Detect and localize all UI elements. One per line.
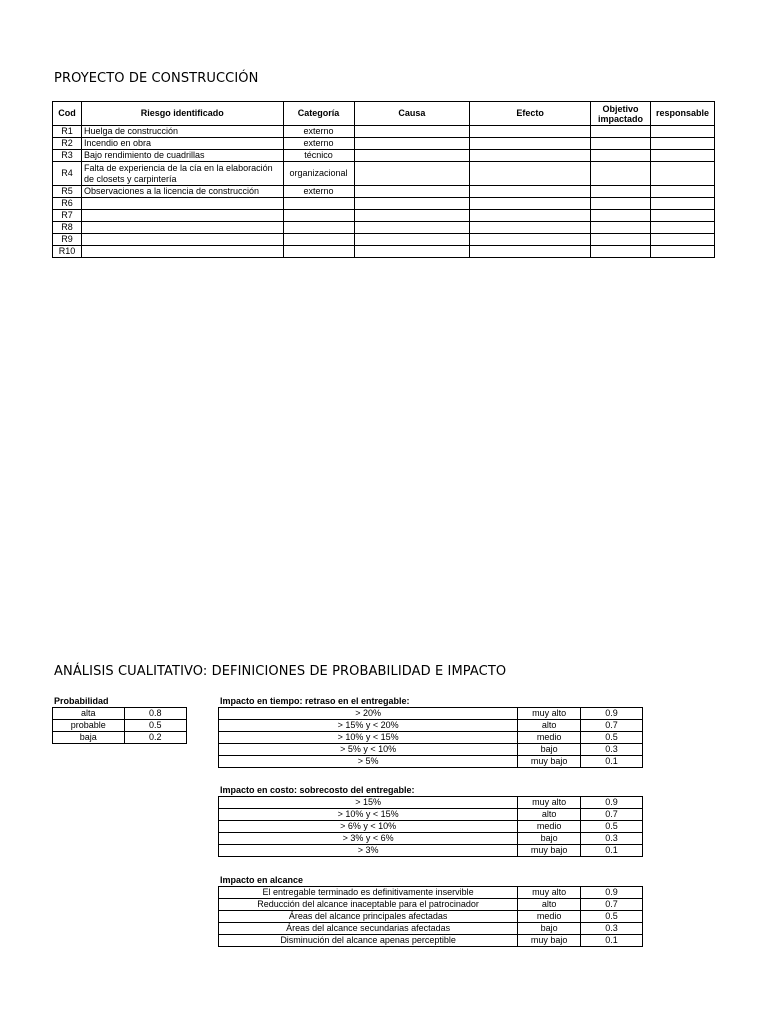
table-row <box>219 845 643 857</box>
table-row <box>53 210 715 222</box>
impacto-tiempo-table <box>218 707 643 768</box>
risk-efecto-cell <box>470 138 591 150</box>
impact-description: > 20% <box>219 708 518 720</box>
impact-level: alto <box>518 720 581 732</box>
risk-causa-cell <box>354 234 470 246</box>
table-row <box>219 923 643 935</box>
risk-category <box>283 246 354 258</box>
impact-value: 0.9 <box>581 797 643 809</box>
risk-causa-cell <box>354 222 470 234</box>
risk-register-table <box>52 101 715 258</box>
risk-causa-cell <box>354 162 470 186</box>
risk-objetivo-cell <box>591 198 651 210</box>
risk-category: externo <box>283 186 354 198</box>
header-categoria: Categoría <box>283 102 354 126</box>
risk-code: R7 <box>53 210 82 222</box>
impact-value: 0.5 <box>581 911 643 923</box>
impact-value: 0.7 <box>581 720 643 732</box>
probability-value: 0.8 <box>124 708 186 720</box>
analysis-title: ANÁLISIS CUALITATIVO: DEFINICIONES DE PROBABILIDAD E IMPACTO <box>54 664 507 679</box>
risk-code: R6 <box>53 198 82 210</box>
risk-responsable-cell <box>650 186 714 198</box>
impact-level: muy bajo <box>518 756 581 768</box>
risk-efecto-cell <box>470 126 591 138</box>
table-row <box>219 708 643 720</box>
risk-efecto-cell <box>470 246 591 258</box>
header-riesgo: Riesgo identificado <box>81 102 283 126</box>
probability-name: baja <box>53 732 125 744</box>
table-row <box>53 234 715 246</box>
table-row <box>53 150 715 162</box>
impact-description: > 15% y < 20% <box>219 720 518 732</box>
risk-efecto-cell <box>470 162 591 186</box>
risk-description: Falta de experiencia de la cía en la elaboración de closets y carpintería <box>81 162 283 186</box>
impact-description: > 15% <box>219 797 518 809</box>
impact-description: Áreas del alcance principales afectadas <box>219 911 518 923</box>
impact-level: medio <box>518 821 581 833</box>
risk-category <box>283 210 354 222</box>
risk-code: R3 <box>53 150 82 162</box>
impact-value: 0.3 <box>581 833 643 845</box>
risk-objetivo-cell <box>591 150 651 162</box>
table-row <box>219 821 643 833</box>
impact-description: > 3% <box>219 845 518 857</box>
risk-efecto-cell <box>470 234 591 246</box>
header-responsable: responsable <box>650 102 714 126</box>
impact-value: 0.3 <box>581 744 643 756</box>
risk-objetivo-cell <box>591 162 651 186</box>
impact-description: Disminución del alcance apenas perceptible <box>219 935 518 947</box>
risk-objetivo-cell <box>591 234 651 246</box>
table-row <box>53 126 715 138</box>
risk-responsable-cell <box>650 138 714 150</box>
impact-level: bajo <box>518 923 581 935</box>
risk-efecto-cell <box>470 150 591 162</box>
impact-level: alto <box>518 899 581 911</box>
probability-value: 0.5 <box>124 720 186 732</box>
table-row <box>53 162 715 186</box>
table-row <box>219 732 643 744</box>
table-row <box>219 809 643 821</box>
risk-description <box>81 198 283 210</box>
risk-category: externo <box>283 126 354 138</box>
impact-value: 0.1 <box>581 756 643 768</box>
table-row <box>53 246 715 258</box>
header-efecto: Efecto <box>470 102 591 126</box>
impact-description: Reducción del alcance inaceptable para el patrocinador <box>219 899 518 911</box>
table-row <box>219 720 643 732</box>
impact-level: alto <box>518 809 581 821</box>
risk-objetivo-cell <box>591 126 651 138</box>
risk-responsable-cell <box>650 222 714 234</box>
impact-level: medio <box>518 732 581 744</box>
risk-category: organizacional <box>283 162 354 186</box>
impact-value: 0.9 <box>581 887 643 899</box>
risk-description <box>81 210 283 222</box>
risk-efecto-cell <box>470 186 591 198</box>
impact-level: medio <box>518 911 581 923</box>
risk-category <box>283 222 354 234</box>
table-row <box>53 222 715 234</box>
impacto-costo-table <box>218 796 643 857</box>
risk-objetivo-cell <box>591 186 651 198</box>
impact-description: > 5% y < 10% <box>219 744 518 756</box>
impact-level: bajo <box>518 833 581 845</box>
impact-description: Áreas del alcance secundarias afectadas <box>219 923 518 935</box>
risk-code: R5 <box>53 186 82 198</box>
risk-objetivo-cell <box>591 210 651 222</box>
risk-causa-cell <box>354 186 470 198</box>
risk-objetivo-cell <box>591 246 651 258</box>
impact-level: bajo <box>518 744 581 756</box>
impact-value: 0.1 <box>581 845 643 857</box>
impact-level: muy alto <box>518 797 581 809</box>
page-title: PROYECTO DE CONSTRUCCIÓN <box>54 71 259 86</box>
risk-category <box>283 198 354 210</box>
impacto-costo-label: Impacto en costo: sobrecosto del entregable: <box>220 785 415 795</box>
probabilidad-label: Probabilidad <box>54 696 109 706</box>
risk-category: técnico <box>283 150 354 162</box>
probability-value: 0.2 <box>124 732 186 744</box>
probability-name: alta <box>53 708 125 720</box>
impact-description: > 10% y < 15% <box>219 809 518 821</box>
impact-level: muy bajo <box>518 935 581 947</box>
table-row <box>53 186 715 198</box>
risk-code: R9 <box>53 234 82 246</box>
risk-code: R10 <box>53 246 82 258</box>
risk-efecto-cell <box>470 222 591 234</box>
risk-responsable-cell <box>650 126 714 138</box>
risk-objetivo-cell <box>591 138 651 150</box>
table-row <box>53 720 187 732</box>
risk-category <box>283 234 354 246</box>
risk-description: Huelga de construcción <box>81 126 283 138</box>
impacto-tiempo-label: Impacto en tiempo: retraso en el entregable: <box>220 696 410 706</box>
risk-efecto-cell <box>470 198 591 210</box>
risk-responsable-cell <box>650 234 714 246</box>
risk-description: Observaciones a la licencia de construcción <box>81 186 283 198</box>
risk-causa-cell <box>354 138 470 150</box>
probability-name: probable <box>53 720 125 732</box>
impact-value: 0.9 <box>581 708 643 720</box>
table-row <box>53 138 715 150</box>
impact-level: muy alto <box>518 708 581 720</box>
risk-description: Bajo rendimiento de cuadrillas <box>81 150 283 162</box>
risk-description <box>81 222 283 234</box>
risk-responsable-cell <box>650 198 714 210</box>
risk-responsable-cell <box>650 246 714 258</box>
impact-value: 0.5 <box>581 732 643 744</box>
table-row <box>219 744 643 756</box>
risk-code: R4 <box>53 162 82 186</box>
table-row <box>219 833 643 845</box>
probabilidad-table <box>52 707 187 744</box>
impact-level: muy bajo <box>518 845 581 857</box>
table-row <box>219 797 643 809</box>
impact-description: > 3% y < 6% <box>219 833 518 845</box>
risk-description <box>81 234 283 246</box>
risk-responsable-cell <box>650 210 714 222</box>
risk-efecto-cell <box>470 210 591 222</box>
header-cod: Cod <box>53 102 82 126</box>
risk-description <box>81 246 283 258</box>
risk-code: R1 <box>53 126 82 138</box>
risk-causa-cell <box>354 150 470 162</box>
risk-category: externo <box>283 138 354 150</box>
impact-level: muy alto <box>518 887 581 899</box>
impact-value: 0.5 <box>581 821 643 833</box>
header-objetivo: Objetivo impactado <box>591 102 651 126</box>
table-row <box>53 708 187 720</box>
table-row <box>219 911 643 923</box>
impact-value: 0.3 <box>581 923 643 935</box>
impact-value: 0.1 <box>581 935 643 947</box>
impacto-alcance-table <box>218 886 643 947</box>
risk-code: R8 <box>53 222 82 234</box>
risk-responsable-cell <box>650 150 714 162</box>
risk-responsable-cell <box>650 162 714 186</box>
risk-causa-cell <box>354 246 470 258</box>
impact-value: 0.7 <box>581 899 643 911</box>
table-row <box>53 198 715 210</box>
impact-description: > 10% y < 15% <box>219 732 518 744</box>
impact-description: > 5% <box>219 756 518 768</box>
impact-description: > 6% y < 10% <box>219 821 518 833</box>
table-row <box>219 899 643 911</box>
risk-causa-cell <box>354 198 470 210</box>
risk-objetivo-cell <box>591 222 651 234</box>
risk-causa-cell <box>354 210 470 222</box>
table-row <box>53 732 187 744</box>
risk-code: R2 <box>53 138 82 150</box>
impacto-alcance-label: Impacto en alcance <box>220 875 304 885</box>
impact-description: El entregable terminado es definitivamente inservible <box>219 887 518 899</box>
impact-value: 0.7 <box>581 809 643 821</box>
risk-description: Incendio en obra <box>81 138 283 150</box>
table-row <box>219 887 643 899</box>
table-row <box>219 756 643 768</box>
header-causa: Causa <box>354 102 470 126</box>
risk-causa-cell <box>354 126 470 138</box>
table-row <box>219 935 643 947</box>
